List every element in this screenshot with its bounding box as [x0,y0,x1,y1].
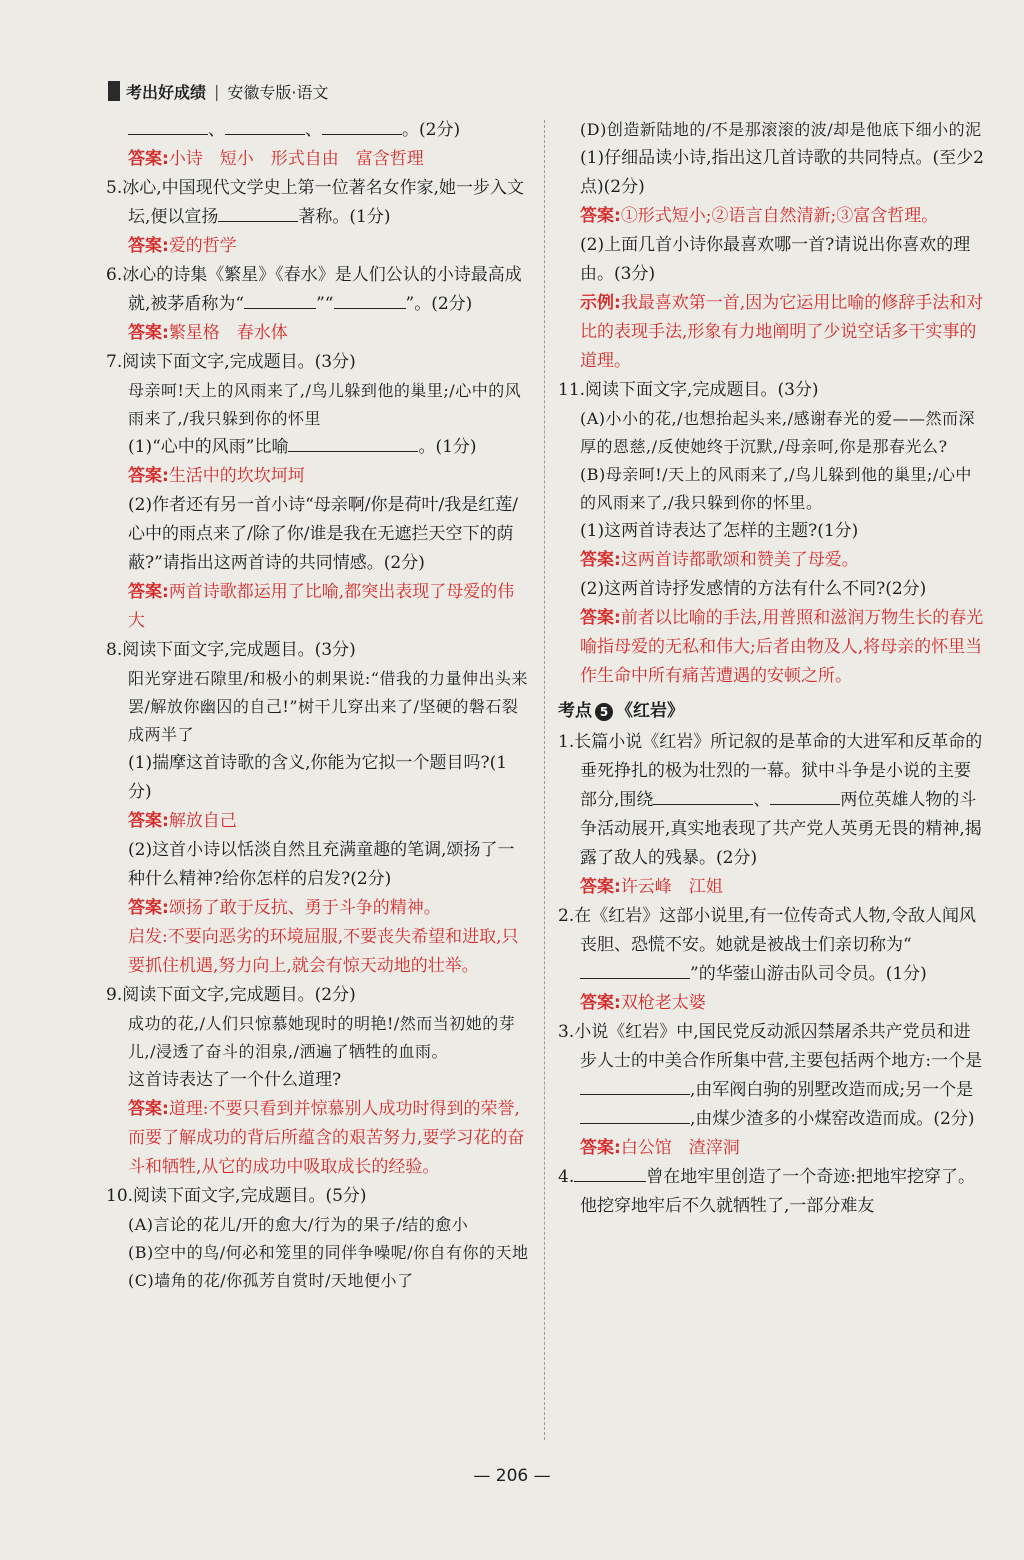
q10: 10.阅读下面文字,完成题目。(5分) [106,1186,367,1206]
section-heading: 考点 5 《红岩》 [558,701,684,721]
q10-answer-2: 示例:我最喜欢第一首,因为它运用比喻的修辞手法和对比的表现手法,形象有力地阐明了少说空话多干实事的道理。 [580,293,984,371]
q10-sub1: (1)仔细品读小诗,指出这几首诗歌的共同特点。(至少2点)(2分) [580,148,984,197]
q7-sub2: (2)作者还有另一首小诗“母亲啊/你是荷叶/我是红莲/心中的雨点来了/除了你/谁是我在无遮拦天空下的荫蔽?”请指出这两首诗的共同情感。(2分) [128,495,518,573]
left-column [106,116,530,1295]
running-header [108,78,329,104]
q7-poem: 母亲呵!天上的风雨来了,/鸟儿躲到他的巢里;/心中的风雨来了,/我只躲到你的怀里 [128,381,522,428]
h3-blank-2 [580,1105,690,1124]
h4: 4. 曾在地牢里创造了一个奇迹:把地牢挖穿了。他挖穿地牢后不久就牺牲了,一部分难友 [558,1163,984,1221]
q8-sub2: (2)这首小诗以恬淡自然且充满童趣的笔调,颂扬了一种什么精神?给你怎样的启发?(2分) [128,840,515,889]
q10-sub2: (2)上面几首小诗你最喜欢哪一首?请说出你喜欢的理由。(3分) [580,235,971,284]
q9-answer: 答案:道理:不要只看到并惊慕别人成功时得到的荣誉,而要了解成功的背后所蕴含的艰苦努力,要学习花的奋斗和牺牲,从它的成功中吸取成长的经验。 [128,1099,525,1177]
q4-blank-3 [322,116,402,135]
q8-sub1: (1)揣摩这首诗歌的含义,你能为它拟一个题目吗?(1分) [128,753,508,802]
q9: 9.阅读下面文字,完成题目。(2分) [106,985,356,1005]
right-column [558,116,984,1221]
q9-poem: 成功的花,/人们只惊慕她现时的明艳!/然而当初她的芽儿,/浸透了奋斗的泪泉,/洒遍了牺牲的血雨。 [128,1014,516,1061]
h3-blank-1 [580,1076,690,1095]
q4-blank-2 [225,116,305,135]
q8-answer-2: 答案:颂扬了敢于反抗、勇于斗争的精神。 [128,898,441,918]
header-bookmark-icon [108,81,120,101]
h2-blank [580,960,690,979]
q7-sub1: (1)“心中的风雨”比喻 。(1分) [106,433,530,462]
q11-answer-2: 答案:前者以比喻的手法,用普照和滋润万物生长的春光喻指母爱的无私和伟大;后者由物及人,将母亲的怀里当作生命中所有痛苦遭遇的安顿之所。 [580,608,984,686]
q6-blank-1 [244,290,316,309]
q5: 5.冰心,中国现代文学史上第一位著名女作家,她一步入文坛,便以宣扬 著称。(1分) [106,178,525,227]
q11: 11.阅读下面文字,完成题目。(3分) [558,380,819,400]
q7-blank [288,433,418,452]
q11-poem-b: (B)母亲呵!/天上的风雨来了,/鸟儿躲到他的巢里;/心中的风雨来了,/我只躲到你的怀里。 [580,465,972,512]
q5-blank [218,203,298,222]
q4-blanks: 、 、 。(2分) [106,116,530,145]
header-separator: | [214,81,220,101]
q6-blank-2 [334,290,406,309]
h3: 3.小说《红岩》中,国民党反动派囚禁屠杀共产党员和进步人士的中美合作所集中营,主要包括两个地方:一个是,由军阀白驹的别墅改造而成;另一个是,由煤少渣多的小煤窑改造而成。(2分) [558,1022,983,1129]
q7-answer-2: 答案:两首诗歌都运用了比喻,都突出表现了母爱的伟大 [128,582,515,631]
q5-answer: 答案:爱的哲学 [128,236,237,256]
q10-poem-a: (A)言论的花儿/开的愈大/行为的果子/结的愈小 [128,1215,469,1234]
h1-answer: 答案:许云峰 江姐 [580,877,723,897]
q11-sub2: (2)这两首诗抒发感情的方法有什么不同?(2分) [580,579,927,599]
book-title: 考出好成绩 [126,82,207,102]
h4-blank [574,1163,646,1182]
q7-answer-1: 答案:生活中的坎坎坷坷 [128,466,305,486]
q6-answer: 答案:繁星格 春水体 [128,323,288,343]
q10-poem-c: (C)墙角的花/你孤芳自赏时/天地便小了 [128,1271,414,1290]
q9-sub1: 这首诗表达了一个什么道理? [128,1070,342,1090]
h1-blank-1 [653,786,753,805]
q4-answer: 答案:小诗 短小 形式自由 富含哲理 [128,149,424,169]
h3-answer: 答案:白公馆 渣滓洞 [580,1138,740,1158]
q11-sub1: (1)这两首诗表达了怎样的主题?(1分) [580,521,859,541]
q4-blank-1 [128,116,208,135]
q8-poem: 阳光穿进石隙里/和极小的刺果说:“借我的力量伸出头来罢/解放你幽囚的自己!”树干儿穿出来了/坚硬的磐石裂成两半了 [128,669,528,744]
q11-answer-1: 答案:这两首诗都歌颂和赞美了母爱。 [580,550,859,570]
q10-poem-d: (D)创造新陆地的/不是那滚滚的波/却是他底下细小的泥 [580,120,982,139]
page-number: — 206 — [473,1466,551,1486]
q10-answer-1: 答案:①形式短小;②语言自然清新;③富含哲理。 [580,206,939,226]
q8: 8.阅读下面文字,完成题目。(3分) [106,640,356,660]
h1: 1.长篇小说《红岩》所记叙的是革命的大进军和反革命的垂死挣扎的极为壮烈的一幕。狱中斗争是小说的主要部分,围绕 、 两位英雄人物的斗争活动展开,真实地表现了共产党人英勇无畏的精神,揭露了敌人的残暴。(2分) [558,732,983,868]
book-series: 安徽专版·语文 [227,82,329,102]
q6: 6.冰心的诗集《繁星》《春水》是人们公认的小诗最高成就,被茅盾称为“ ”“ ”。(2分) [106,265,522,314]
section-number-badge: 5 [595,703,613,721]
h2-answer: 答案:双枪老太婆 [580,993,706,1013]
q8-answer-3: 启发:不要向恶劣的环境屈服,不要丧失希望和进取,只要抓住机遇,努力向上,就会有惊天动地的壮举。 [128,927,519,976]
q7: 7.阅读下面文字,完成题目。(3分) [106,352,356,372]
column-divider [544,120,545,1440]
h2: 2.在《红岩》这部小说里,有一位传奇式人物,令敌人闻风丧胆、恐慌不安。她就是被战士们亲切称为“”的华蓥山游击队司令员。(1分) [558,906,977,984]
q8-answer-1: 答案:解放自己 [128,811,237,831]
h1-blank-2 [770,786,840,805]
q11-poem-a: (A)小小的花,/也想抬起头来,/感谢春光的爱——然而深厚的恩慈,/反使她终于沉默,/母亲呵,你是那春光么? [580,409,975,456]
q10-poem-b: (B)空中的鸟/何必和笼里的同伴争噪呢/你自有你的天地 [128,1243,529,1262]
